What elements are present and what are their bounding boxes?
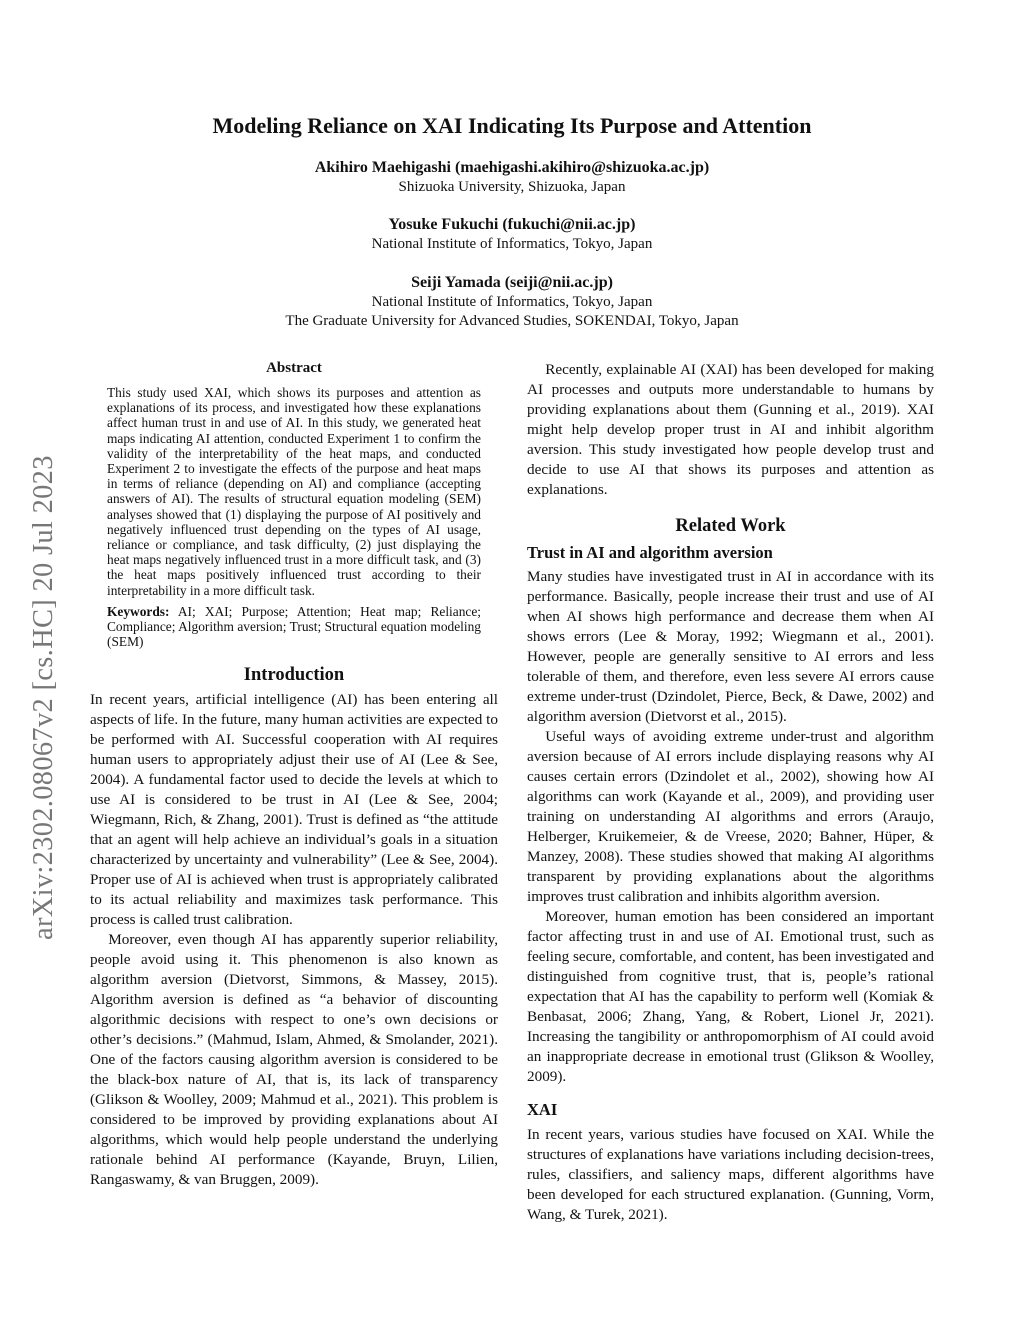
abstract-heading: Abstract	[266, 360, 322, 376]
related-work-heading: Related Work	[675, 516, 786, 536]
author-affiliation: Shizuoka University, Shizuoka, Japan	[398, 178, 626, 195]
author-block	[150, 215, 874, 255]
author-block	[150, 273, 874, 332]
paragraph: Moreover, human emotion has been considered an important factor affecting trust in and use of AI. Emotional trust, such as feeling secure, comfortable, and content, has been investigated and distinguished from cognitive trust, that is, people’s rational expectation that AI has the capability to perform well (Komiak & Benbasat, 2006; Zhang, Yang, & Robert, Lionel Jr, 2021). Increasing the tangibility or anthropomorphism of AI could avoid an inappropriate decrease in emotional trust (Glikson & Woolley, 2009).	[527, 908, 934, 1086]
author-name: Yosuke Fukuchi (fukuchi@nii.ac.jp)	[388, 216, 636, 233]
subsection-heading: Trust in AI and algorithm aversion	[527, 543, 773, 563]
keywords-label: Keywords:	[107, 603, 170, 619]
left-column	[90, 360, 498, 1190]
paragraph: Moreover, even though AI has apparently superior reliability, people avoid using it. This phenomenon is also known as algorithm aversion (Dietvorst, Simmons, & Massey, 2015). Algorithm aversion is defined as “a behavior of discounting algorithmic decisions with respect to one’s own decisions or other’s decisions.” (Mahmud, Islam, Ahmed, & Smolander, 2021). One of the factors causing algorithm aversion is considered to be the black-box nature of AI, that is, its lack of transparency (Glikson & Woolley, 2009; Mahmud et al., 2021). This problem is considered to be improved by providing explanations about AI algorithms, which would help people understand the underlying rationale behind AI performance (Kayande, Bruyn, Lilien, Rangaswamy, & van Bruggen, 2009).	[90, 930, 498, 1188]
keywords	[107, 604, 481, 650]
right-column	[527, 360, 934, 1225]
paragraph: In recent years, various studies have focused on XAI. While the structures of explanations have variations including decision-trees, rules, classifiers, and saliency maps, different algorithms have been developed for each structured explanation. (Gunning, Vorm, Wang, & Turek, 2021).	[527, 1125, 934, 1223]
author-block	[150, 158, 874, 198]
author-name: Akihiro Maehigashi (maehigashi.akihiro@shizuoka.ac.jp)	[314, 158, 710, 176]
paragraph: In recent years, artificial intelligence (AI) has been entering all aspects of life. In the future, many human activities are expected to be performed with AI. Successful cooperation with AI requires human users to appropriately adjust their use of AI (Lee & See, 2004). A fundamental factor used to decide the levels at which to use AI is considered to be trust in AI (Lee & See, 2004; Wiegmann, Rich, & Zhang, 2001). Trust is defined as “the attitude that an agent will help achieve an individual’s goals in a situation characterized by uncertainty and vulnerability” (Lee & See, 2004). Proper use of AI is achieved when trust is appropriately calibrated to its actual reliability and maximizes task performance. This process is called trust calibration.	[90, 690, 498, 928]
keywords-text: AI; XAI; Purpose; Attention; Heat map; Reliance; Compliance; Algorithm aversion; Trust; Structural equation modeling (SEM)	[107, 603, 482, 650]
paragraph: Many studies have investigated trust in AI in accordance with its performance. Basically, people increase their trust and use of AI when AI shows high performance and decrease them when AI shows errors (Lee & Moray, 1992; Wiegmann et al., 2001). However, people are generally sensitive to AI errors and less tolerable of them, and therefore, even less severe AI errors cause extreme under-trust (Dzindolet, Pierce, Beck, & Dawe, 2002) and algorithm aversion (Dietvorst et al., 2015).	[527, 568, 934, 726]
author-name: Seiji Yamada (seiji@nii.ac.jp)	[411, 273, 613, 291]
author-affiliation: The Graduate University for Advanced Studies, SOKENDAI, Tokyo, Japan	[285, 313, 739, 329]
paper-title: Modeling Reliance on XAI Indicating Its Purpose and Attention	[212, 113, 812, 138]
arxiv-side-identifier: arXiv:2302.08067v2 [cs.HC] 20 Jul 2023	[28, 455, 59, 940]
author-affiliation: National Institute of Informatics, Tokyo, Japan	[371, 293, 653, 310]
author-affiliation: National Institute of Informatics, Tokyo, Japan	[371, 236, 653, 252]
subsection-heading: XAI	[527, 1100, 558, 1120]
title-block	[150, 112, 874, 350]
paragraph: Useful ways of avoiding extreme under-trust and algorithm aversion because of AI errors include displaying reasons why AI causes certain errors (Dzindolet et al., 2002), showing how AI algorithms can work (Kayande et al., 2009), and providing user training on understanding AI algorithms and errors (Araujo, Helberger, Kruikemeier, & de Vreese, 2020; Bahner, Hüper, & Manzey, 2008). These studies showed that making AI algorithms transparent by providing explanations about the algorithms improves trust calibration and inhibits algorithm aversion.	[527, 728, 934, 906]
abstract	[90, 360, 498, 649]
abstract-text: This study used XAI, which shows its purposes and attention as explanations of its process, and investigated how these explanations affect human trust in and use of AI. In this study, we generated heat maps indicating AI attention, conducted Experiment 1 to confirm the validity of the interpretability of the heat maps, and conducted Experiment 2 to investigate the effects of the purpose and heat maps in terms of reliance (depending on AI) and compliance (accepting answers of AI). The results of structural equation modeling (SEM) analyses showed that (1) displaying the purpose of AI positively and negatively influenced trust depending on the types of AI usage, reliance or compliance, and task difficulty, (2) just displaying the heat maps negatively influenced trust in a more difficult task, and (3) the heat maps positively influenced trust according to their interpretability in a more difficult task.	[107, 385, 481, 598]
introduction-heading: Introduction	[243, 665, 345, 686]
paragraph: Recently, explainable AI (XAI) has been developed for making AI processes and outputs more understandable to humans by providing explanations about them (Gunning et al., 2019). XAI might help develop proper trust in AI and inhibit algorithm aversion. This study investigated how people develop trust and decide to use AI that shows its purposes and attention as explanations.	[527, 361, 934, 498]
